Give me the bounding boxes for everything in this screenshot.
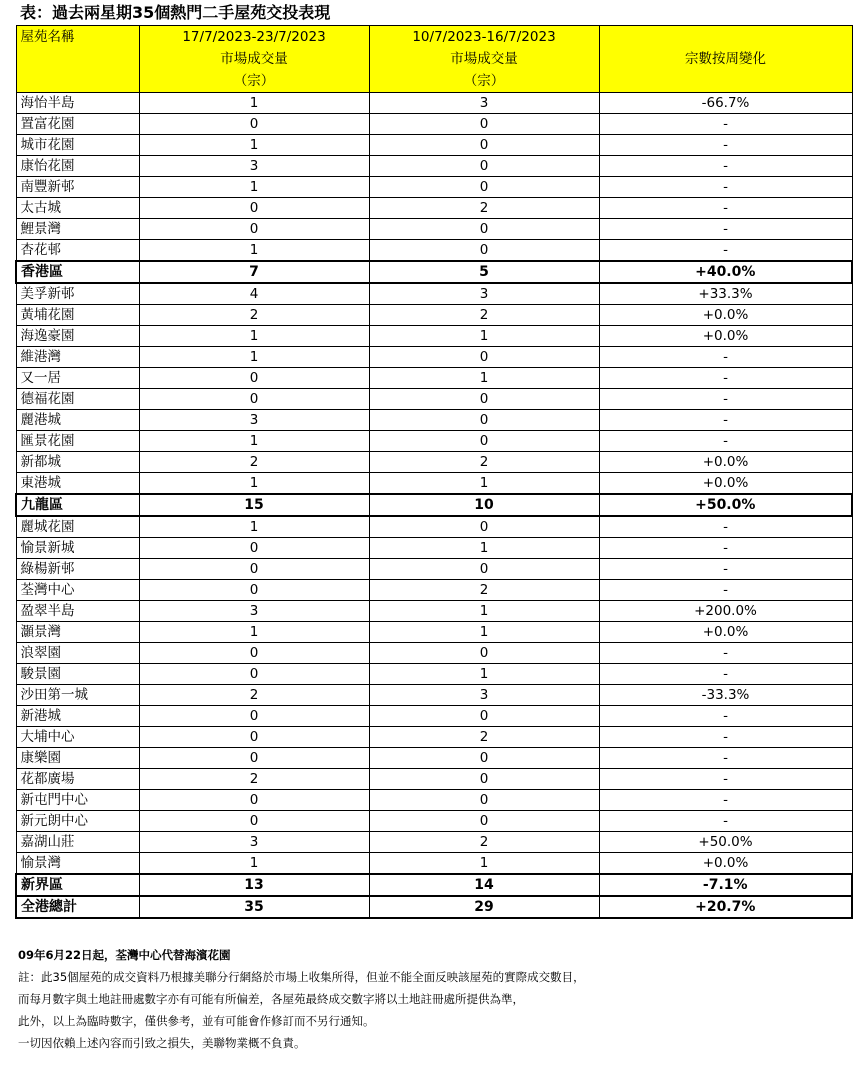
table-row <box>16 389 852 410</box>
current-week-count-cell: 0 <box>139 748 369 769</box>
header-current-week <box>139 26 369 93</box>
current-week-count-cell: 1 <box>139 622 369 643</box>
header-current-week-dates: 17/7/2023-23/7/2023 <box>182 29 326 45</box>
current-week-count-cell: 35 <box>139 896 369 918</box>
current-week-count-cell: 3 <box>139 156 369 177</box>
table-row <box>16 452 852 473</box>
estate-name-cell: 新港城 <box>16 706 139 727</box>
previous-week-count-cell: 1 <box>369 538 599 559</box>
table-row <box>16 832 852 853</box>
weekly-change-cell: -33.3% <box>599 685 852 706</box>
estate-name-cell: 鯉景灣 <box>16 219 139 240</box>
estate-name-cell: 新元朗中心 <box>16 811 139 832</box>
table-row <box>16 538 852 559</box>
weekly-change-cell: +0.0% <box>599 452 852 473</box>
previous-week-count-cell: 0 <box>369 643 599 664</box>
previous-week-count-cell: 0 <box>369 177 599 198</box>
previous-week-count-cell: 0 <box>369 559 599 580</box>
table-row <box>16 114 852 135</box>
transaction-table <box>15 25 853 919</box>
estate-name-cell: 九龍區 <box>16 494 139 516</box>
estate-name-cell: 綠楊新邨 <box>16 559 139 580</box>
current-week-count-cell: 1 <box>139 347 369 368</box>
table-row <box>16 622 852 643</box>
weekly-change-cell: - <box>599 748 852 769</box>
estate-name-cell: 東港城 <box>16 473 139 495</box>
weekly-change-cell: +0.0% <box>599 326 852 347</box>
previous-week-count-cell: 0 <box>369 516 599 538</box>
previous-week-count-cell: 10 <box>369 494 599 516</box>
previous-week-count-cell: 0 <box>369 769 599 790</box>
estate-name-cell: 荃灣中心 <box>16 580 139 601</box>
previous-week-count-cell: 2 <box>369 580 599 601</box>
previous-week-count-cell: 3 <box>369 283 599 305</box>
previous-week-count-cell: 5 <box>369 261 599 283</box>
estate-name-cell: 大埔中心 <box>16 727 139 748</box>
current-week-count-cell: 0 <box>139 389 369 410</box>
estate-name-cell: 盈翠半島 <box>16 601 139 622</box>
weekly-change-cell: - <box>599 790 852 811</box>
weekly-change-cell: - <box>599 769 852 790</box>
previous-week-count-cell: 0 <box>369 114 599 135</box>
weekly-change-cell: +0.0% <box>599 473 852 495</box>
weekly-change-cell: - <box>599 811 852 832</box>
table-row <box>16 410 852 431</box>
table-row <box>16 664 852 685</box>
weekly-change-cell: - <box>599 664 852 685</box>
table-row <box>16 93 852 114</box>
current-week-count-cell: 1 <box>139 240 369 262</box>
weekly-change-cell: - <box>599 389 852 410</box>
estate-name-cell: 全港總計 <box>16 896 139 918</box>
current-week-count-cell: 0 <box>139 790 369 811</box>
current-week-count-cell: 0 <box>139 198 369 219</box>
previous-week-count-cell: 0 <box>369 431 599 452</box>
note-line: 而每月數字與土地註冊處數字亦有可能有所偏差，各屋苑最終成交數字將以土地註冊處所提供為準， <box>18 992 524 1006</box>
header-current-week-unit: （宗） <box>233 73 275 89</box>
table-row <box>16 601 852 622</box>
weekly-change-cell: -66.7% <box>599 93 852 114</box>
weekly-change-cell: +0.0% <box>599 622 852 643</box>
table-row <box>16 559 852 580</box>
estate-name-cell: 海怡半島 <box>16 93 139 114</box>
current-week-count-cell: 3 <box>139 601 369 622</box>
estate-name-cell: 麗城花園 <box>16 516 139 538</box>
current-week-count-cell: 0 <box>139 727 369 748</box>
table-row <box>16 219 852 240</box>
table-row <box>16 368 852 389</box>
estate-name-cell: 沙田第一城 <box>16 685 139 706</box>
weekly-change-cell: +33.3% <box>599 283 852 305</box>
current-week-count-cell: 4 <box>139 283 369 305</box>
weekly-change-cell: - <box>599 516 852 538</box>
weekly-change-cell: - <box>599 156 852 177</box>
table-row <box>16 326 852 347</box>
previous-week-count-cell: 0 <box>369 811 599 832</box>
current-week-count-cell: 2 <box>139 305 369 326</box>
current-week-count-cell: 0 <box>139 559 369 580</box>
previous-week-count-cell: 0 <box>369 410 599 431</box>
previous-week-count-cell: 0 <box>369 135 599 156</box>
estate-name-cell: 花都廣場 <box>16 769 139 790</box>
weekly-change-cell: - <box>599 431 852 452</box>
weekly-change-cell: - <box>599 177 852 198</box>
weekly-change-cell: - <box>599 727 852 748</box>
table-row <box>16 198 852 219</box>
previous-week-count-cell: 14 <box>369 874 599 896</box>
estate-name-cell: 康怡花園 <box>16 156 139 177</box>
table-row <box>16 643 852 664</box>
current-week-count-cell: 0 <box>139 811 369 832</box>
current-week-count-cell: 0 <box>139 368 369 389</box>
previous-week-count-cell: 1 <box>369 368 599 389</box>
previous-week-count-cell: 2 <box>369 452 599 473</box>
estate-name-cell: 南豐新邨 <box>16 177 139 198</box>
weekly-change-cell: +0.0% <box>599 853 852 875</box>
current-week-count-cell: 1 <box>139 516 369 538</box>
previous-week-count-cell: 0 <box>369 219 599 240</box>
weekly-change-cell: -7.1% <box>599 874 852 896</box>
previous-week-count-cell: 1 <box>369 664 599 685</box>
previous-week-count-cell: 2 <box>369 727 599 748</box>
previous-week-count-cell: 2 <box>369 198 599 219</box>
current-week-count-cell: 3 <box>139 832 369 853</box>
estate-name-cell: 杏花邨 <box>16 240 139 262</box>
weekly-change-cell: +20.7% <box>599 896 852 918</box>
estate-name-cell: 新屯門中心 <box>16 790 139 811</box>
weekly-change-cell: - <box>599 114 852 135</box>
table-row <box>16 790 852 811</box>
subtotal-row <box>16 874 852 896</box>
previous-week-count-cell: 0 <box>369 706 599 727</box>
estate-name-cell: 黃埔花園 <box>16 305 139 326</box>
header-previous-week-dates: 10/7/2023-16/7/2023 <box>412 29 556 45</box>
note-line: 註：此35個屋苑的成交資料乃根據美聯分行網絡於市場上收集所得，但並不能全面反映該屋苑的實際成交數目， <box>18 970 585 984</box>
table-row <box>16 706 852 727</box>
estate-name-cell: 太古城 <box>16 198 139 219</box>
header-previous-week <box>369 26 599 93</box>
table-row <box>16 473 852 495</box>
current-week-count-cell: 0 <box>139 219 369 240</box>
weekly-change-cell: - <box>599 643 852 664</box>
table-header-row <box>16 26 852 93</box>
previous-week-count-cell: 0 <box>369 790 599 811</box>
table-row <box>16 431 852 452</box>
header-previous-week-label: 市場成交量 <box>450 51 518 67</box>
footnotes <box>18 944 585 1054</box>
subtotal-row <box>16 261 852 283</box>
weekly-change-cell: - <box>599 538 852 559</box>
estate-name-cell: 麗港城 <box>16 410 139 431</box>
current-week-count-cell: 13 <box>139 874 369 896</box>
estate-name-cell: 置富花園 <box>16 114 139 135</box>
estate-name-cell: 海逸豪園 <box>16 326 139 347</box>
previous-week-count-cell: 1 <box>369 326 599 347</box>
table-row <box>16 769 852 790</box>
table-row <box>16 516 852 538</box>
estate-name-cell: 康樂園 <box>16 748 139 769</box>
estate-name-cell: 德福花園 <box>16 389 139 410</box>
header-weekly-change: 宗數按周變化 <box>599 26 852 93</box>
current-week-count-cell: 2 <box>139 452 369 473</box>
weekly-change-cell: - <box>599 240 852 262</box>
current-week-count-cell: 1 <box>139 473 369 495</box>
weekly-change-cell: - <box>599 580 852 601</box>
current-week-count-cell: 2 <box>139 685 369 706</box>
previous-week-count-cell: 2 <box>369 832 599 853</box>
current-week-count-cell: 0 <box>139 538 369 559</box>
note-line: 09年6月22日起，荃灣中心代替海濱花園 <box>18 948 231 962</box>
estate-name-cell: 又一居 <box>16 368 139 389</box>
estate-name-cell: 新都城 <box>16 452 139 473</box>
estate-name-cell: 嘉湖山莊 <box>16 832 139 853</box>
estate-name-cell: 匯景花園 <box>16 431 139 452</box>
current-week-count-cell: 1 <box>139 853 369 875</box>
estate-name-cell: 新界區 <box>16 874 139 896</box>
current-week-count-cell: 1 <box>139 135 369 156</box>
current-week-count-cell: 0 <box>139 664 369 685</box>
previous-week-count-cell: 3 <box>369 93 599 114</box>
previous-week-count-cell: 0 <box>369 748 599 769</box>
current-week-count-cell: 0 <box>139 643 369 664</box>
note-line: 一切因依賴上述內容而引致之損失，美聯物業概不負責。 <box>18 1036 306 1050</box>
current-week-count-cell: 0 <box>139 580 369 601</box>
header-estate-name: 屋苑名稱 <box>16 26 139 93</box>
current-week-count-cell: 0 <box>139 706 369 727</box>
estate-name-cell: 浪翠園 <box>16 643 139 664</box>
estate-name-cell: 愉景新城 <box>16 538 139 559</box>
page-title: 表：過去兩星期35個熱門二手屋苑交投表現 <box>20 3 331 22</box>
estate-name-cell: 美孚新邨 <box>16 283 139 305</box>
estate-name-cell: 愉景灣 <box>16 853 139 875</box>
weekly-change-cell: - <box>599 410 852 431</box>
weekly-change-cell: - <box>599 347 852 368</box>
table-row <box>16 853 852 875</box>
table-row <box>16 580 852 601</box>
estate-name-cell: 灝景灣 <box>16 622 139 643</box>
header-current-week-label: 市場成交量 <box>220 51 288 67</box>
current-week-count-cell: 1 <box>139 177 369 198</box>
weekly-change-cell: - <box>599 559 852 580</box>
estate-name-cell: 駿景園 <box>16 664 139 685</box>
table-row <box>16 156 852 177</box>
table-row <box>16 177 852 198</box>
weekly-change-cell: - <box>599 706 852 727</box>
current-week-count-cell: 2 <box>139 769 369 790</box>
subtotal-row <box>16 494 852 516</box>
current-week-count-cell: 3 <box>139 410 369 431</box>
weekly-change-cell: - <box>599 368 852 389</box>
current-week-count-cell: 7 <box>139 261 369 283</box>
previous-week-count-cell: 0 <box>369 156 599 177</box>
weekly-change-cell: - <box>599 135 852 156</box>
previous-week-count-cell: 1 <box>369 853 599 875</box>
subtotal-row <box>16 896 852 918</box>
table-row <box>16 727 852 748</box>
previous-week-count-cell: 2 <box>369 305 599 326</box>
estate-name-cell: 香港區 <box>16 261 139 283</box>
weekly-change-cell: +50.0% <box>599 832 852 853</box>
table-row <box>16 305 852 326</box>
previous-week-count-cell: 3 <box>369 685 599 706</box>
header-previous-week-unit: （宗） <box>463 73 505 89</box>
previous-week-count-cell: 0 <box>369 347 599 368</box>
estate-name-cell: 維港灣 <box>16 347 139 368</box>
previous-week-count-cell: 1 <box>369 473 599 495</box>
weekly-change-cell: +0.0% <box>599 305 852 326</box>
table-row <box>16 685 852 706</box>
weekly-change-cell: +40.0% <box>599 261 852 283</box>
table-row <box>16 811 852 832</box>
current-week-count-cell: 15 <box>139 494 369 516</box>
estate-name-cell: 城市花園 <box>16 135 139 156</box>
previous-week-count-cell: 29 <box>369 896 599 918</box>
table-row <box>16 240 852 262</box>
table-row <box>16 283 852 305</box>
table-row <box>16 748 852 769</box>
note-line: 此外，以上為臨時數字，僅供參考，並有可能會作修訂而不另行通知。 <box>18 1014 375 1028</box>
previous-week-count-cell: 1 <box>369 601 599 622</box>
weekly-change-cell: - <box>599 198 852 219</box>
previous-week-count-cell: 1 <box>369 622 599 643</box>
current-week-count-cell: 0 <box>139 114 369 135</box>
weekly-change-cell: +200.0% <box>599 601 852 622</box>
current-week-count-cell: 1 <box>139 326 369 347</box>
weekly-change-cell: - <box>599 219 852 240</box>
current-week-count-cell: 1 <box>139 431 369 452</box>
weekly-change-cell: +50.0% <box>599 494 852 516</box>
previous-week-count-cell: 0 <box>369 240 599 262</box>
table-row <box>16 135 852 156</box>
current-week-count-cell: 1 <box>139 93 369 114</box>
table-row <box>16 347 852 368</box>
previous-week-count-cell: 0 <box>369 389 599 410</box>
